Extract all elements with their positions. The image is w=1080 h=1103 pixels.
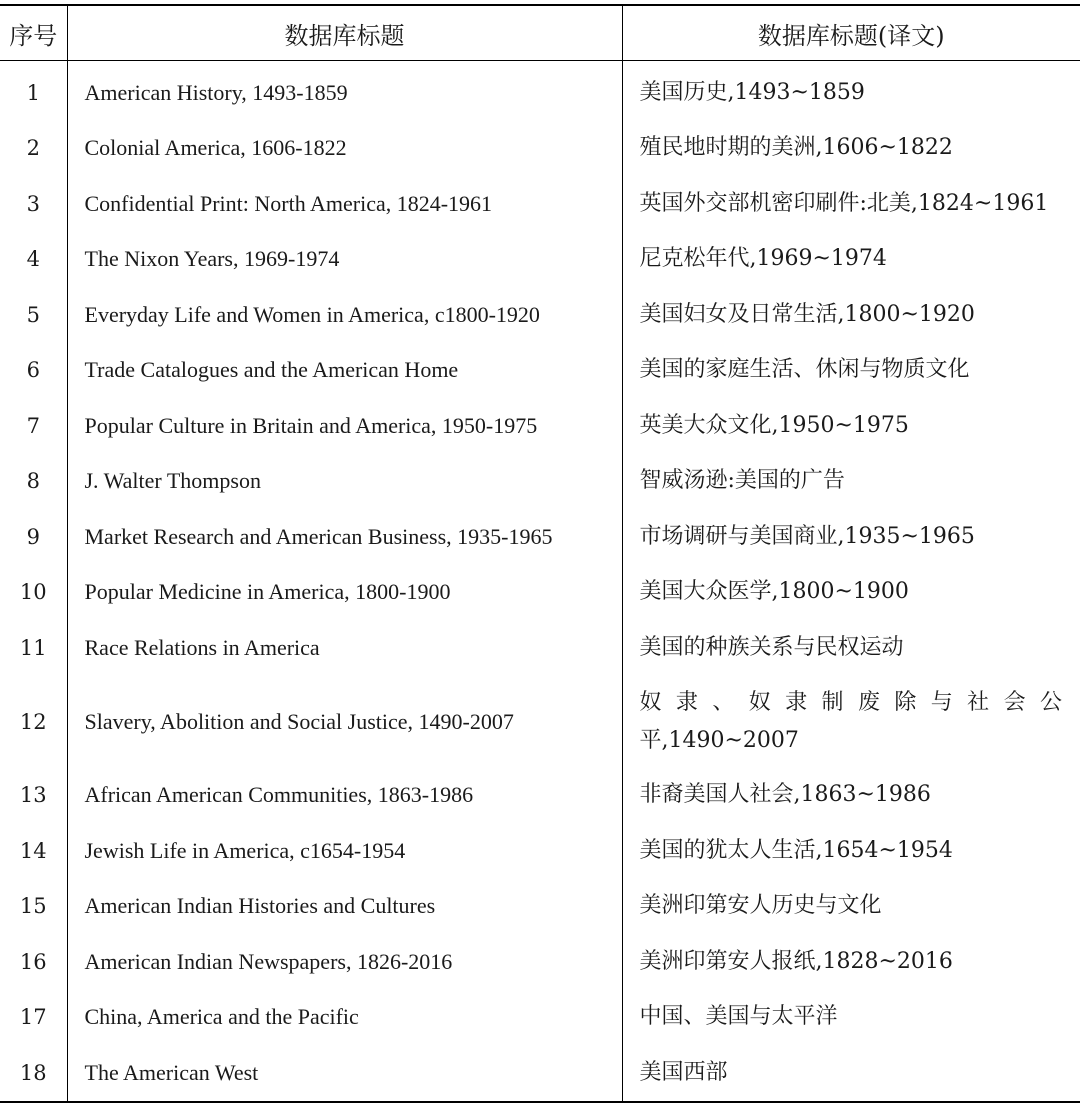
row-number: 18 bbox=[19, 1060, 47, 1085]
table-row bbox=[0, 343, 1080, 399]
row-number: 16 bbox=[19, 949, 47, 974]
table-row bbox=[0, 990, 1080, 1046]
header-title-translation: 数据库标题(译文) bbox=[622, 5, 1080, 61]
row-number: 11 bbox=[19, 635, 47, 660]
row-title: Slavery, Abolition and Social Justice, 1490-2007 bbox=[67, 676, 622, 768]
row-title-translation: 美国西部 bbox=[622, 1045, 1080, 1102]
row-title: The Nixon Years, 1969-1974 bbox=[67, 232, 622, 288]
row-number: 10 bbox=[19, 580, 47, 605]
row-number: 8 bbox=[26, 469, 40, 494]
row-title: Race Relations in America bbox=[67, 620, 622, 676]
table-row bbox=[0, 509, 1080, 565]
row-title-translation: 殖民地时期的美洲,1606~1822 bbox=[622, 121, 1080, 177]
row-title: Trade Catalogues and the American Home bbox=[67, 343, 622, 399]
table-row bbox=[0, 1045, 1080, 1102]
row-number: 1 bbox=[26, 80, 40, 105]
table-row bbox=[0, 879, 1080, 935]
table-row bbox=[0, 934, 1080, 990]
row-number: 2 bbox=[26, 136, 40, 161]
row-title-translation: 中国、美国与太平洋 bbox=[622, 990, 1080, 1046]
row-title-translation: 非裔美国人社会,1863~1986 bbox=[622, 768, 1080, 824]
row-title-translation: 英美大众文化,1950~1975 bbox=[622, 398, 1080, 454]
table-row bbox=[0, 768, 1080, 824]
row-title: The American West bbox=[67, 1045, 622, 1102]
row-title-translation: 美国历史,1493~1859 bbox=[622, 61, 1080, 121]
row-title-translation: 美国的犹太人生活,1654~1954 bbox=[622, 823, 1080, 879]
database-table bbox=[0, 4, 1080, 1103]
table-row bbox=[0, 565, 1080, 621]
row-number: 7 bbox=[26, 413, 40, 438]
row-title-translation: 美国大众医学,1800~1900 bbox=[622, 565, 1080, 621]
row-title-translation: 尼克松年代,1969~1974 bbox=[622, 232, 1080, 288]
table-row bbox=[0, 287, 1080, 343]
table-row bbox=[0, 676, 1080, 768]
row-title-translation: 美国的家庭生活、休闲与物质文化 bbox=[622, 343, 1080, 399]
row-number: 17 bbox=[19, 1005, 47, 1030]
row-number: 13 bbox=[19, 783, 47, 808]
row-number: 5 bbox=[26, 302, 40, 327]
table-row bbox=[0, 398, 1080, 454]
row-number: 12 bbox=[19, 709, 47, 734]
row-number: 3 bbox=[26, 191, 40, 216]
row-number: 6 bbox=[26, 358, 40, 383]
table-row bbox=[0, 121, 1080, 177]
table-row bbox=[0, 454, 1080, 510]
row-title: Colonial America, 1606-1822 bbox=[67, 121, 622, 177]
row-title: Everyday Life and Women in America, c1800-1920 bbox=[67, 287, 622, 343]
header-number: 序号 bbox=[0, 5, 67, 61]
row-title: Popular Culture in Britain and America, 1950-1975 bbox=[67, 398, 622, 454]
table-header-row bbox=[0, 5, 1080, 61]
row-title-translation: 美洲印第安人历史与文化 bbox=[622, 879, 1080, 935]
row-title: Confidential Print: North America, 1824-1961 bbox=[67, 176, 622, 232]
table-row bbox=[0, 176, 1080, 232]
row-title-translation: 英国外交部机密印刷件:北美,1824~1961 bbox=[622, 176, 1080, 232]
row-title-translation: 市场调研与美国商业,1935~1965 bbox=[622, 509, 1080, 565]
row-number: 9 bbox=[26, 524, 40, 549]
row-title: American Indian Newspapers, 1826-2016 bbox=[67, 934, 622, 990]
row-title: Market Research and American Business, 1935-1965 bbox=[67, 509, 622, 565]
row-title-translation: 智威汤逊:美国的广告 bbox=[622, 454, 1080, 510]
row-title-translation: 美国妇女及日常生活,1800~1920 bbox=[622, 287, 1080, 343]
row-number: 14 bbox=[19, 838, 47, 863]
row-title: Popular Medicine in America, 1800-1900 bbox=[67, 565, 622, 621]
row-title: American Indian Histories and Cultures bbox=[67, 879, 622, 935]
row-title: Jewish Life in America, c1654-1954 bbox=[67, 823, 622, 879]
table-row bbox=[0, 232, 1080, 288]
row-title: J. Walter Thompson bbox=[67, 454, 622, 510]
row-number: 15 bbox=[19, 894, 47, 919]
table-row bbox=[0, 61, 1080, 121]
row-title: China, America and the Pacific bbox=[67, 990, 622, 1046]
row-title-translation: 美国的种族关系与民权运动 bbox=[622, 620, 1080, 676]
table-row bbox=[0, 823, 1080, 879]
header-title: 数据库标题 bbox=[67, 5, 622, 61]
row-title-translation: 奴隶、奴隶制废除与社会公平,1490~2007 bbox=[622, 676, 1080, 768]
table-row bbox=[0, 620, 1080, 676]
database-table-container bbox=[0, 4, 1080, 1103]
row-title: American History, 1493-1859 bbox=[67, 61, 622, 121]
row-title-translation: 美洲印第安人报纸,1828~2016 bbox=[622, 934, 1080, 990]
row-title: African American Communities, 1863-1986 bbox=[67, 768, 622, 824]
row-number: 4 bbox=[26, 247, 40, 272]
